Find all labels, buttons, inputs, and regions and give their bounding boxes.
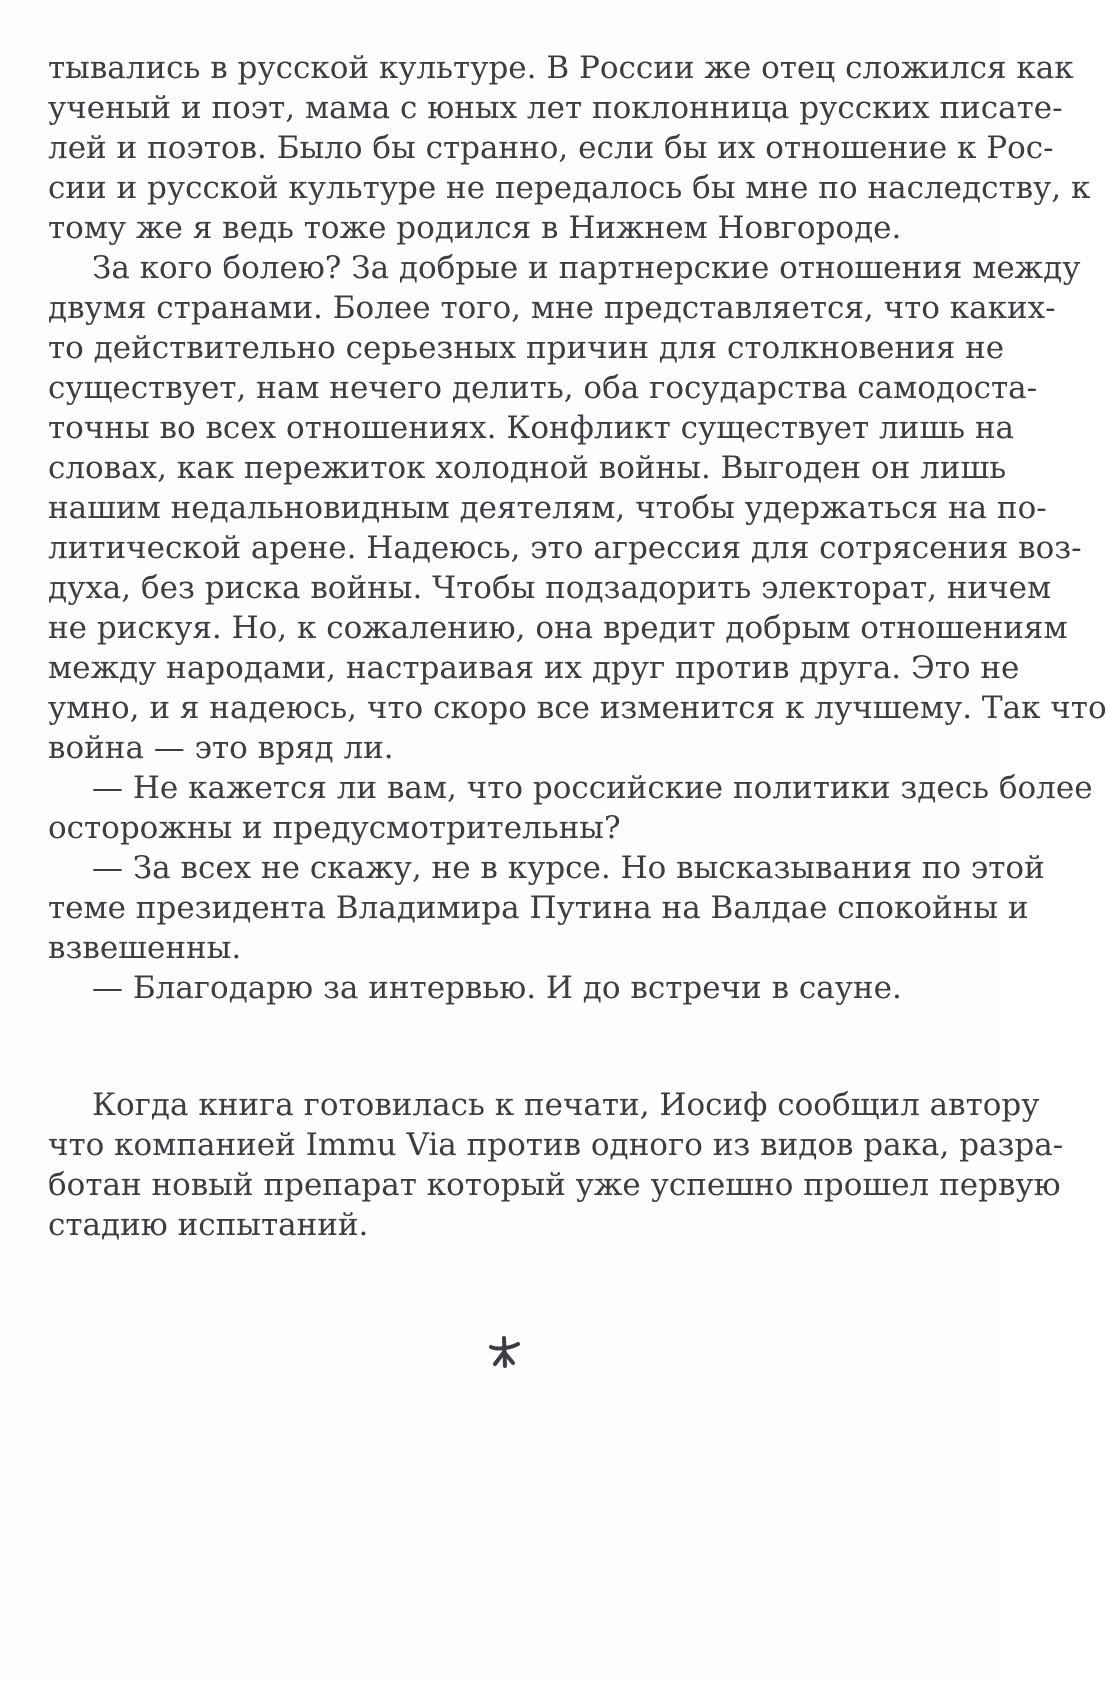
text-line: умно, и я надеюсь, что скоро все изменится к лучшему. Так что	[48, 690, 1107, 726]
text-line: что компанией Immu Via против одного из видов рака, разра-	[48, 1127, 1064, 1163]
text-line: тывались в русской культуре. В России же отец сложился как	[48, 50, 1074, 86]
text-line: война — это вряд ли.	[48, 730, 394, 766]
afterword-section	[48, 1085, 1064, 1245]
text-line: ботан новый препарат который уже успешно прошел первую	[48, 1167, 1061, 1203]
text-line: Когда книга готовилась к печати, Иосиф сообщил автору	[92, 1087, 1040, 1123]
text-line: теме президента Владимира Путина на Валдае спокойны и	[48, 890, 1029, 926]
text-line: литической арене. Надеюсь, это агрессия для сотрясения воз-	[48, 530, 1082, 566]
text-line: За кого болею? За добрые и партнерские отношения между	[92, 250, 1081, 286]
text-line: лей и поэтов. Было бы странно, если бы их отношение к Рос-	[48, 130, 1054, 166]
text-line: двумя странами. Более того, мне представляется, что каких-	[48, 290, 1056, 326]
text-line: то действительно серьезных причин для столкновения не	[48, 330, 1005, 366]
text-line: — Благодарю за интервью. И до встречи в сауне.	[92, 970, 902, 1006]
text-line: нашим недальновидным деятелям, чтобы удержаться на по-	[48, 490, 1047, 526]
text-line: существует, нам нечего делить, оба государства самодоста-	[48, 370, 1038, 406]
text-line: духа, без риска войны. Чтобы подзадорить электорат, ничем	[48, 570, 1052, 606]
text-line: — Не кажется ли вам, что российские политики здесь более	[92, 770, 1093, 806]
text-line: ученый и поэт, мама с юных лет поклонница русских писате-	[48, 90, 1063, 126]
text-line: между народами, настраивая их друг против друга. Это не	[48, 650, 1020, 686]
text-line: стадию испытаний.	[48, 1207, 369, 1243]
text-line: осторожны и предусмотрительны?	[48, 810, 621, 846]
text-line: точны во всех отношениях. Конфликт существует лишь на	[48, 410, 1015, 446]
text-line: взвешенны.	[48, 930, 242, 966]
text-line: — За всех не скажу, не в курсе. Но высказывания по этой	[92, 850, 1045, 886]
main-text-section	[48, 48, 1107, 1008]
text-line: сии и русской культуре не передалось бы мне по наследству, к	[48, 170, 1091, 206]
asterisk-ornament-icon	[487, 1335, 521, 1369]
text-line: тому же я ведь тоже родился в Нижнем Новгороде.	[48, 210, 902, 246]
text-line: словах, как пережиток холодной войны. Выгоден он лишь	[48, 450, 1007, 486]
text-line: не рискуя. Но, к сожалению, она вредит добрым отношениям	[48, 610, 1068, 646]
